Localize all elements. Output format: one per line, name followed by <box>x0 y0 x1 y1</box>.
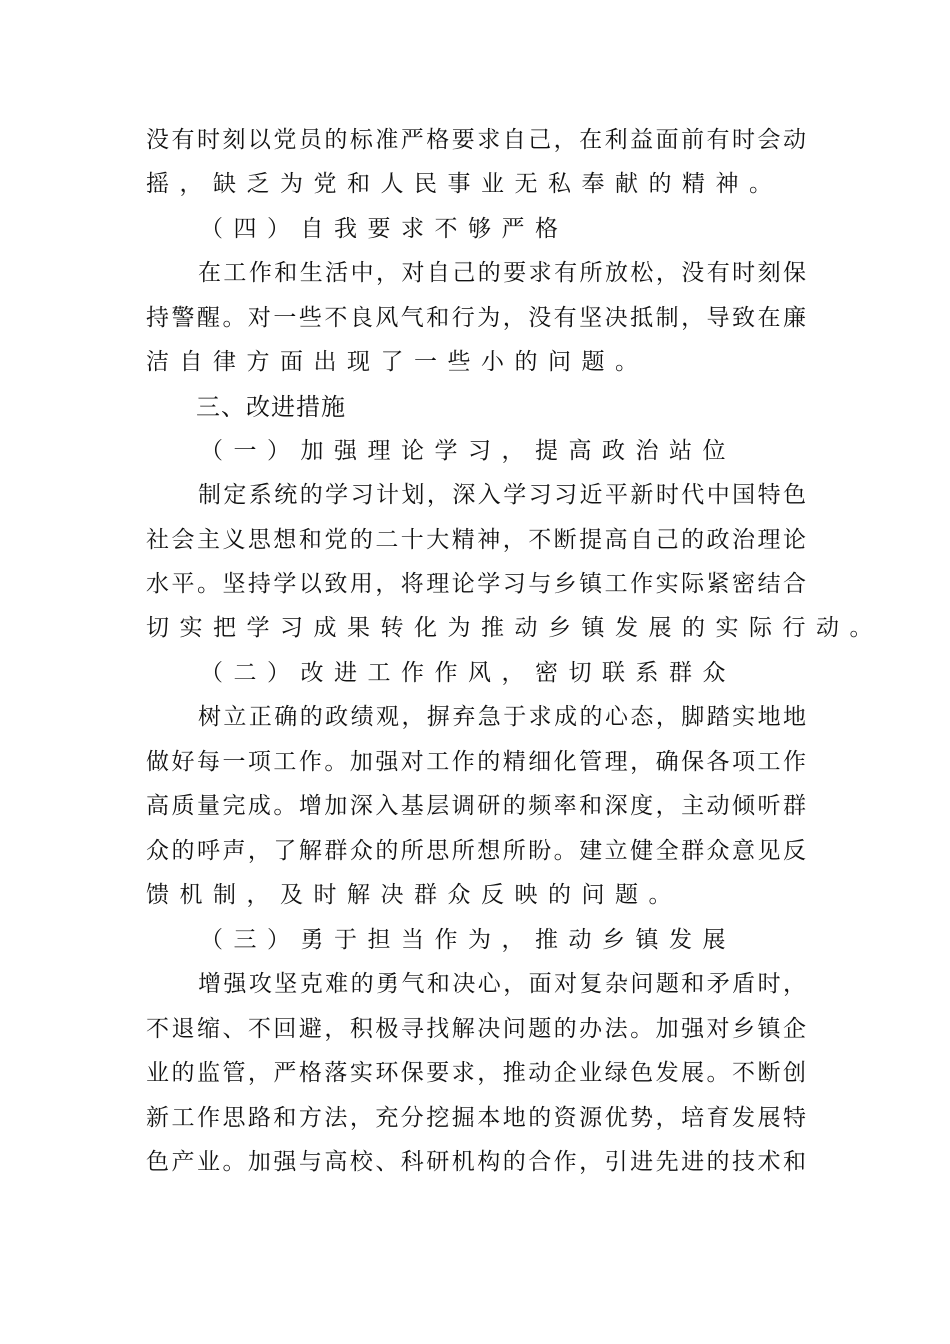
paragraph-line: 树立正确的政绩观，摒弃急于求成的心态，脚踏实地地 <box>198 704 806 730</box>
subheading: （二）改进工作作风，密切联系群众 <box>200 660 736 686</box>
section-heading: 三、改进措施 <box>196 393 346 421</box>
paragraph-line: 众的呼声，了解群众的所思所想所盼。建立健全群众意见反 <box>146 838 806 864</box>
paragraph-line: 在工作和生活中，对自己的要求有所放松，没有时刻保 <box>198 260 806 286</box>
subheading: （三）勇于担当作为，推动乡镇发展 <box>200 927 736 953</box>
paragraph-line: 摇，缺乏为党和人民事业无私奉献的精神。 <box>146 171 783 197</box>
subheading: （一）加强理论学习，提高政治站位 <box>200 438 736 464</box>
paragraph-line: 高质量完成。增加深入基层调研的频率和深度，主动倾听群 <box>146 793 806 819</box>
paragraph-line: 不退缩、不回避，积极寻找解决问题的办法。加强对乡镇企 <box>146 1016 806 1042</box>
paragraph-line: 馈机制，及时解决群众反映的问题。 <box>146 882 682 908</box>
paragraph-line: 持警醒。对一些不良风气和行为，没有坚决抵制，导致在廉 <box>146 305 806 331</box>
paragraph-line: 做好每一项工作。加强对工作的精细化管理，确保各项工作 <box>146 749 806 775</box>
paragraph-line: 制定系统的学习计划，深入学习习近平新时代中国特色 <box>198 482 806 508</box>
paragraph-line: 色产业。加强与高校、科研机构的合作，引进先进的技术和 <box>146 1149 806 1175</box>
paragraph-line: 增强攻坚克难的勇气和决心，面对复杂问题和矛盾时， <box>198 971 806 997</box>
paragraph-line: 没有时刻以党员的标准严格要求自己，在利益面前有时会动 <box>146 127 806 153</box>
paragraph-line: 水平。坚持学以致用，将理论学习与乡镇工作实际紧密结合 <box>146 571 806 597</box>
paragraph-line: 业的监管，严格落实环保要求，推动企业绿色发展。不断创 <box>146 1060 806 1086</box>
paragraph-line: 新工作思路和方法，充分挖掘本地的资源优势，培育发展特 <box>146 1105 806 1131</box>
paragraph-line: 洁自律方面出现了一些小的问题。 <box>146 349 649 375</box>
paragraph-line: 社会主义思想和党的二十大精神，不断提高自己的政治理论 <box>146 527 806 553</box>
subheading: （四）自我要求不够严格 <box>200 216 569 242</box>
paragraph-line: 切实把学习成果转化为推动乡镇发展的实际行动。 <box>146 615 883 641</box>
